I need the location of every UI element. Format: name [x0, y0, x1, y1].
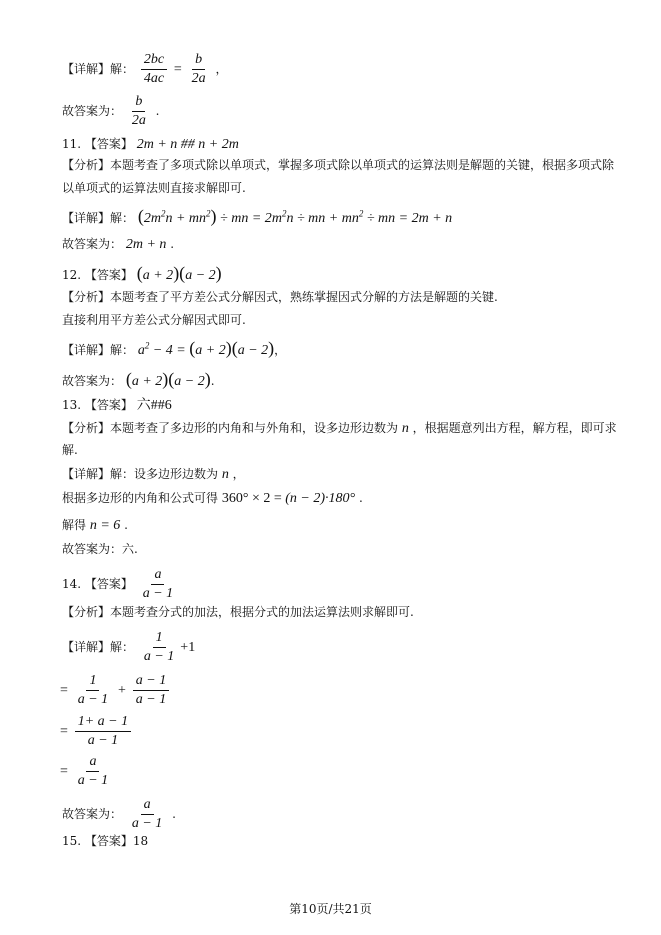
page-footer: 第10页/共21页 — [289, 902, 372, 916]
detail-line-1: 【详解】解： $\frac{2bc}{4ac}$ = $\frac{b}{2a}$ ， — [62, 52, 228, 87]
fraction: $\frac{1}{a - 1}$ — [143, 630, 175, 665]
analysis-12-b: 直接利用平方差公式分解因式即可. — [62, 313, 246, 327]
answer-line-14: 故答案为： $\frac{a}{a - 1}$ . — [62, 797, 176, 832]
answer-11: 11. 【答案】 2m + n ## n + 2m — [62, 137, 239, 152]
answer-12: 12. 【答案】 (a + 2)(a − 2) — [62, 263, 222, 283]
detail-label: 【详解】解： — [62, 62, 135, 77]
analysis-11-a: 【分析】本题考查了多项式除以单项式，掌握多项式除以单项式的运算法则是解题的关键，根据多项式除 — [62, 158, 615, 172]
answer-line-1: 故答案为： $\frac{b}{2a}$ . — [62, 94, 160, 129]
detail-14-b: = $\frac{1}{a - 1}$ + $\frac{a - 1}{a - 1}$ — [60, 673, 172, 708]
fraction: $\frac{b}{2a}$ — [191, 52, 206, 87]
detail-14-a: 【详解】解： $\frac{1}{a - 1}$ +1 — [62, 630, 196, 665]
answer-line-12: 故答案为： (a + 2)(a − 2). — [62, 369, 215, 389]
detail-13-c: 解得 n = 6 . — [62, 518, 128, 533]
fraction: $\frac{b}{2a}$ — [131, 94, 146, 129]
fraction: $\frac{a}{a - 1}$ — [131, 797, 163, 832]
detail-14-d: = $\frac{a}{a - 1}$ — [60, 754, 114, 789]
analysis-13-b: 解. — [62, 443, 78, 457]
answer-15: 15. 【答案】18 — [62, 834, 149, 848]
analysis-11-b: 以单项式的运算法则直接求解即可. — [62, 181, 246, 195]
analysis-13-a: 【分析】本题考查了多边形的内角和与外角和，设多边形边数为 n ，根据题意列出方程，解方程，即可求 — [62, 421, 617, 436]
fraction: $\frac{2bc}{4ac}$ — [141, 52, 167, 87]
answer-14: 14. 【答案】 $\frac{a}{a - 1}$ — [62, 567, 179, 602]
answer-line-11: 故答案为： 2m + n . — [62, 237, 175, 252]
fraction: $\frac{a - 1}{a - 1}$ — [133, 673, 169, 708]
analysis-12-a: 【分析】本题考查了平方差公式分解因式，熟练掌握因式分解的方法是解题的关键. — [62, 290, 498, 304]
fraction: $\frac{a}{a - 1}$ — [77, 754, 109, 789]
analysis-14: 【分析】本题考查分式的加法，根据分式的加法运算法则求解即可. — [62, 605, 414, 619]
detail-13-b: 根据多边形的内角和公式可得 360° × 2 = (n − 2)·180° . — [62, 491, 363, 506]
detail-11: 【详解】解： $(2m^2n + mn^2)$ ÷ mn = $2m^2n$ ÷ mn + $mn^2$ ÷ mn = 2m + n — [62, 206, 453, 226]
answer-13: 13. 【答案】 六##6 — [62, 398, 172, 413]
fraction: $\frac{a}{a - 1}$ — [142, 567, 174, 602]
detail-12: 【详解】解： $a^2 - 4 = (a + 2)(a - 2)$， — [62, 338, 287, 358]
answer-line-13: 故答案为：六. — [62, 542, 138, 556]
detail-13-a: 【详解】解：设多边形边数为 n ， — [62, 467, 245, 482]
fraction: $\frac{1}{a - 1}$ — [77, 673, 109, 708]
fraction: $\frac{1+ a - 1}{a - 1}$ — [75, 714, 131, 749]
detail-14-c: = $\frac{1+ a - 1}{a - 1}$ — [60, 714, 134, 749]
